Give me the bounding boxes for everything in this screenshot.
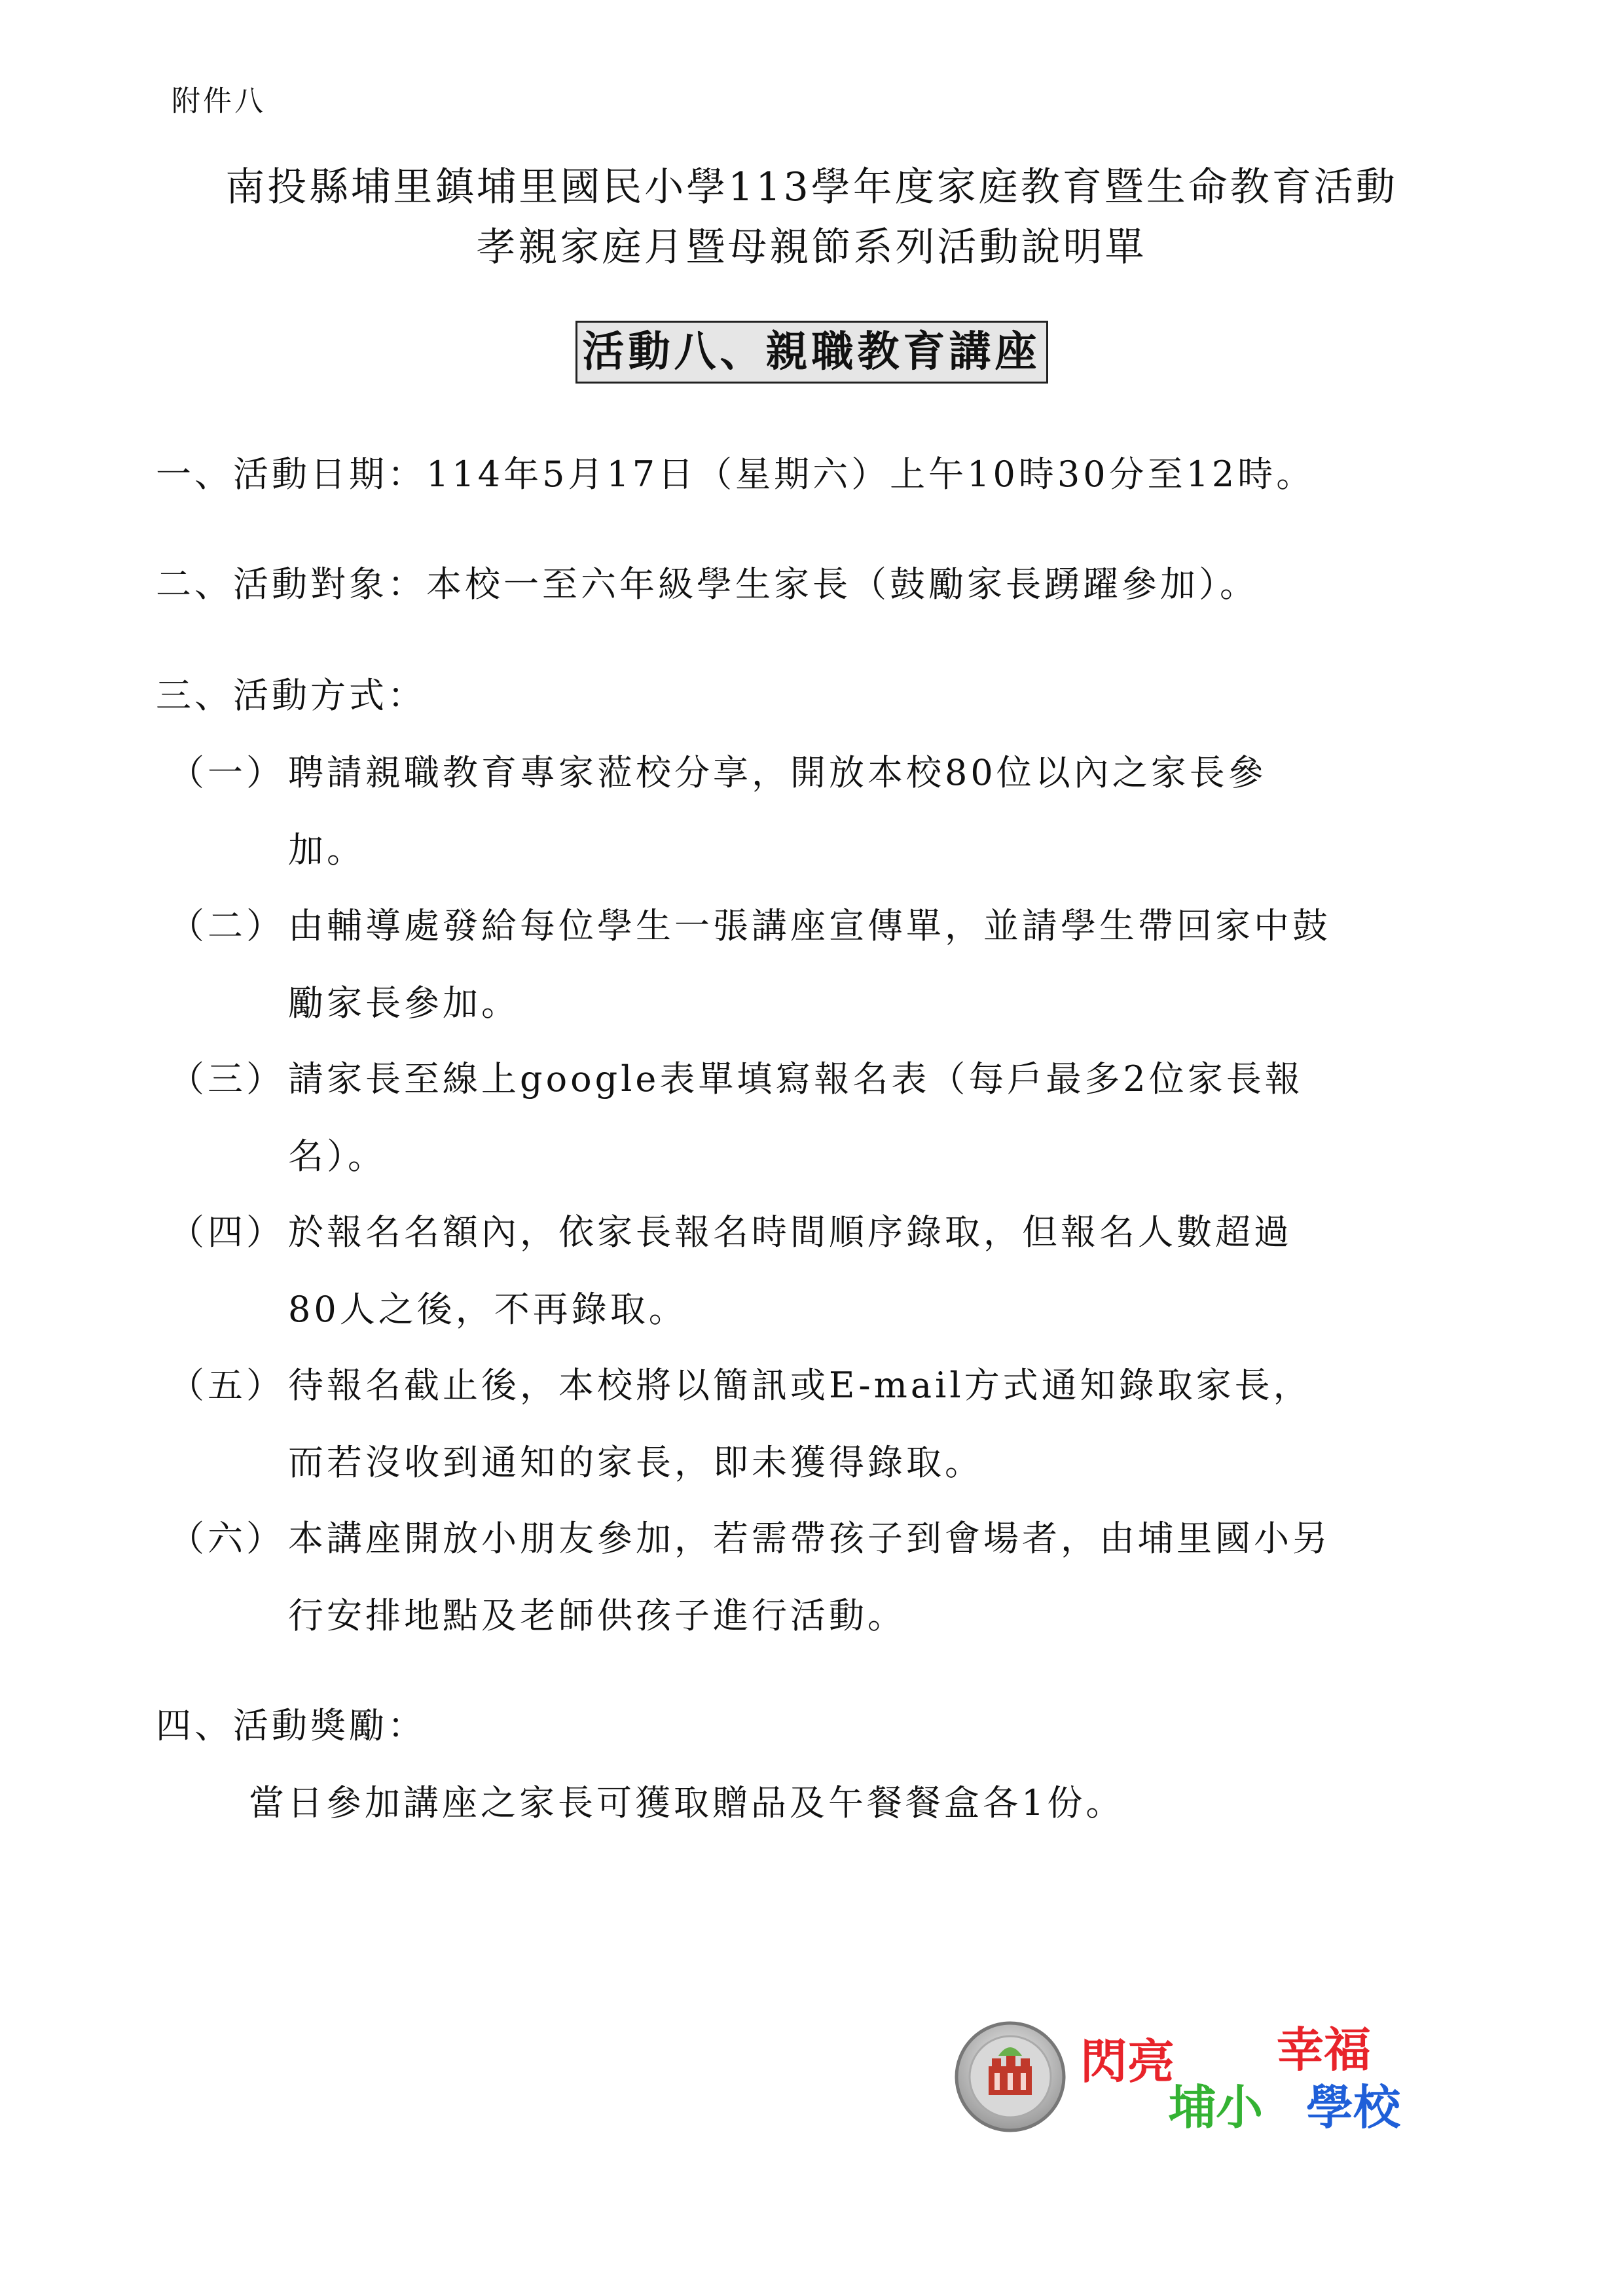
method-item-number: （一） — [169, 752, 285, 793]
method-item-number: （四） — [169, 1211, 285, 1253]
logo-text-puxiao: 埔小 — [1169, 2080, 1264, 2134]
emblem-icon — [957, 2023, 1064, 2130]
school-logo — [953, 2019, 1450, 2134]
method-item-text: 由輔導處發給每位學生一張講座宣傳單，並請學生帶回家中鼓 — [288, 905, 1331, 946]
logo-text-shanliang: 閃亮 — [1080, 2034, 1175, 2089]
method-item-text-cont: 80人之後，不再錄取。 — [288, 1289, 687, 1330]
method-item-number: （六） — [169, 1518, 285, 1559]
attachment-label: 附件八 — [172, 84, 266, 118]
page-subtitle: 孝親家庭月暨母親節系列活動說明單 — [476, 224, 1147, 270]
method-item-text-cont: 勵家長參加。 — [288, 982, 520, 1024]
method-item-text-cont: 行安排地點及老師供孩子進行活動。 — [288, 1595, 906, 1636]
method-item-text: 聘請親職教育專家蒞校分享，開放本校80位以內之家長參 — [288, 752, 1267, 793]
logo-text-xingfu: 幸福 — [1277, 2022, 1372, 2077]
reward-text: 當日參加講座之家長可獲取贈品及午餐餐盒各1份。 — [249, 1782, 1125, 1823]
method-item-text: 待報名截止後，本校將以簡訊或E-mail方式通知錄取家長， — [288, 1365, 1312, 1406]
method-item-number: （二） — [169, 905, 285, 946]
method-item-text: 請家長至線上google表單填寫報名表（每戶最多2位家長報 — [288, 1058, 1304, 1100]
method-item-number: （三） — [169, 1058, 285, 1100]
method-item-text-cont: 名）。 — [288, 1136, 386, 1177]
method-item-text-cont: 加。 — [288, 829, 365, 870]
school-logo-graphic — [953, 2019, 1450, 2134]
section-method-heading: 三、活動方式： — [156, 675, 426, 716]
method-item-text: 於報名名額內，依家長報名時間順序錄取，但報名人數超過 — [288, 1211, 1292, 1253]
section-reward-heading: 四、活動獎勵： — [156, 1705, 426, 1746]
section-target: 二、活動對象：本校一至六年級學生家長（鼓勵家長踴躍參加）。 — [156, 564, 1258, 605]
method-item-text: 本講座開放小朋友參加，若需帶孩子到會場者，由埔里國小另 — [288, 1518, 1331, 1559]
activity-heading-box: 活動八、親職教育講座 — [575, 321, 1048, 384]
section-date: 一、活動日期：114年5月17日（星期六）上午10時30分至12時。 — [156, 454, 1315, 495]
page-title: 南投縣埔里鎮埔里國民小學113學年度家庭教育暨生命教育活動 — [225, 164, 1398, 210]
method-item-number: （五） — [169, 1365, 285, 1406]
method-item-text-cont: 而若沒收到通知的家長，即未獲得錄取。 — [288, 1442, 983, 1483]
activity-heading-wrap — [0, 321, 1623, 384]
logo-text-xuexiao: 學校 — [1306, 2080, 1401, 2134]
